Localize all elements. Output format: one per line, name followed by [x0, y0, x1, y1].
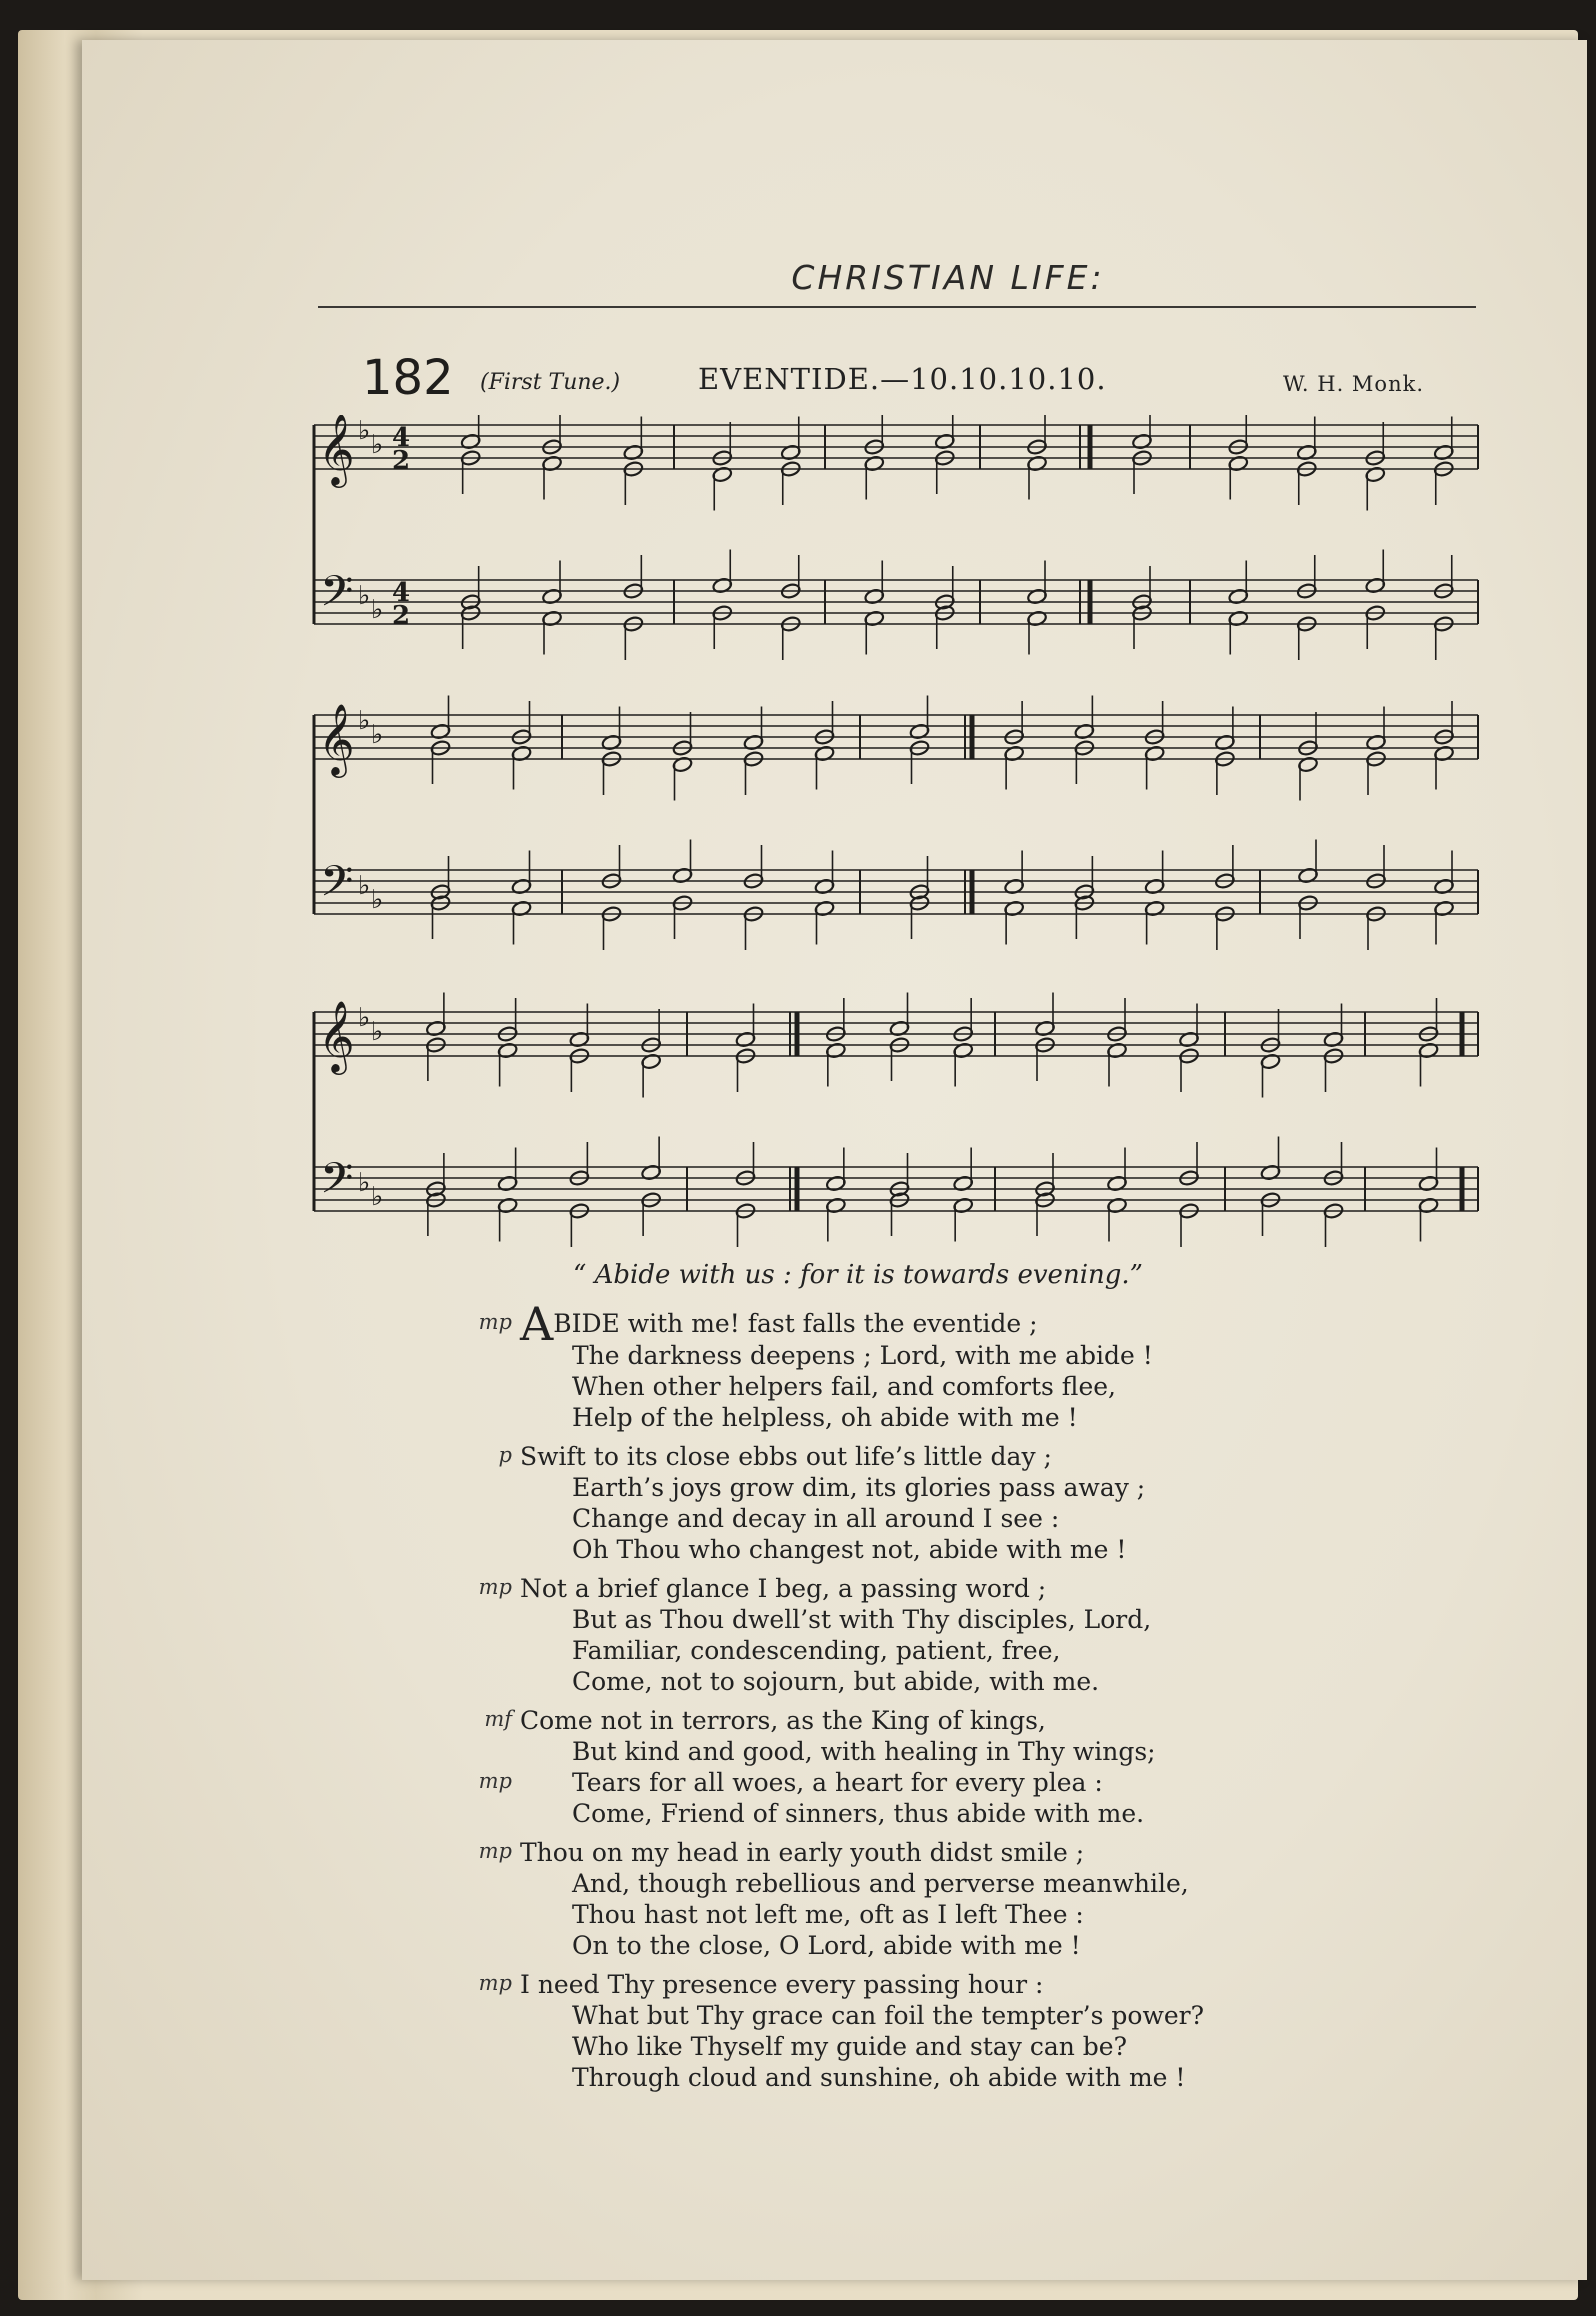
verse-text: Who like Thyself my guide and stay can be? — [572, 2032, 1127, 2061]
verse-line — [520, 1402, 1420, 1433]
verse-text: Not a brief glance I beg, a passing word ; — [520, 1574, 1047, 1603]
flat-sign: ♭ — [358, 871, 371, 901]
verse-text: What but Thy grace can foil the tempter’s power? — [572, 2001, 1204, 2030]
verse-line — [520, 2000, 1420, 2031]
verse-line — [520, 1534, 1420, 1565]
tune-label: (First Tune.) — [480, 370, 621, 395]
verse-line — [520, 1573, 1420, 1604]
dynamic-marking: mf — [484, 1707, 512, 1731]
flat-sign: ♭ — [358, 1003, 371, 1033]
flat-sign: ♭ — [358, 581, 371, 611]
stanza — [478, 1969, 1420, 2093]
verse-line — [520, 1868, 1420, 1899]
verse-line — [520, 1635, 1420, 1666]
verse-text: Familiar, condescending, patient, free, — [572, 1636, 1061, 1665]
dynamic-marking: mp — [478, 1769, 512, 1793]
stanza — [478, 1837, 1420, 1961]
dynamic-marking: mp — [478, 1839, 512, 1863]
verse-line — [520, 1666, 1420, 1697]
verse-line — [520, 1767, 1420, 1798]
epigraph: “ Abide with us : for it is towards evening.” — [573, 1260, 1143, 1290]
verse-text: Through cloud and sunshine, oh abide with me ! — [572, 2063, 1186, 2092]
hymn-verses — [478, 1297, 1420, 2101]
verse-text: Thou hast not left me, oft as I left Thee : — [572, 1900, 1084, 1929]
verse-line — [520, 1503, 1420, 1534]
bass-clef: 𝄢 — [320, 1154, 354, 1214]
flat-sign: ♭ — [371, 1182, 384, 1212]
bass-clef: 𝄢 — [320, 857, 354, 917]
stanza — [478, 1573, 1420, 1697]
stanza — [478, 1297, 1420, 1433]
time-signature: 2 — [392, 446, 411, 476]
verse-line — [520, 1837, 1420, 1868]
verse-text: Oh Thou who changest not, abide with me ! — [572, 1535, 1127, 1564]
verse-line — [520, 1340, 1420, 1371]
flat-sign: ♭ — [371, 885, 384, 915]
flat-sign: ♭ — [371, 720, 384, 750]
flat-sign: ♭ — [371, 1017, 384, 1047]
composer: W. H. Monk. — [1283, 372, 1424, 396]
flat-sign: ♭ — [371, 430, 384, 460]
time-signature: 4 — [392, 578, 411, 608]
verse-line — [520, 1899, 1420, 1930]
tune-name: EVENTIDE.—10.10.10.10. — [698, 362, 1107, 396]
score-notation — [300, 415, 1490, 1275]
verse-text: Earth’s joys grow dim, its glories pass away ; — [572, 1473, 1146, 1502]
verse-line — [520, 1371, 1420, 1402]
drop-cap: A — [520, 1297, 554, 1351]
dynamic-marking: mp — [478, 1971, 512, 1995]
flat-sign: ♭ — [358, 416, 371, 446]
verse-line — [520, 1297, 1420, 1351]
verse-text: Come not in terrors, as the King of kings, — [520, 1706, 1046, 1735]
header-rule — [318, 306, 1476, 308]
verse-text: Come, not to sojourn, but abide, with me. — [572, 1667, 1100, 1696]
dynamic-marking: mp — [478, 1575, 512, 1599]
verse-text: On to the close, O Lord, abide with me ! — [572, 1931, 1081, 1960]
flat-sign: ♭ — [371, 595, 384, 625]
flat-sign: ♭ — [358, 1168, 371, 1198]
treble-clef: 𝄞 — [318, 415, 355, 485]
stanza — [498, 1441, 1420, 1565]
bass-clef: 𝄢 — [320, 567, 354, 627]
treble-clef: 𝄞 — [318, 702, 355, 775]
verse-line — [520, 1705, 1420, 1736]
verse-line — [520, 1798, 1420, 1829]
verse-line — [520, 2031, 1420, 2062]
verse-text: Help of the helpless, oh abide with me ! — [572, 1403, 1078, 1432]
verse-line — [520, 1736, 1420, 1767]
verse-text: Swift to its close ebbs out life’s little day ; — [520, 1442, 1052, 1471]
verse-line — [520, 1604, 1420, 1635]
verse-text: Tears for all woes, a heart for every plea : — [572, 1768, 1103, 1797]
verse-text: Change and decay in all around I see : — [572, 1504, 1060, 1533]
verse-text: Thou on my head in early youth didst smile ; — [520, 1838, 1085, 1867]
hymn-number: 182 — [362, 350, 454, 406]
verse-line — [520, 2062, 1420, 2093]
stanza — [478, 1705, 1420, 1829]
verse-text: BIDE with me! fast falls the eventide ; — [553, 1309, 1038, 1338]
verse-line — [520, 1472, 1420, 1503]
section-title: CHRISTIAN LIFE: — [791, 258, 1105, 297]
time-signature: 2 — [392, 601, 411, 631]
verse-text: The darkness deepens ; Lord, with me abide ! — [572, 1341, 1153, 1370]
verse-text: Come, Friend of sinners, thus abide with me. — [572, 1799, 1145, 1828]
verse-text: I need Thy presence every passing hour : — [520, 1970, 1044, 1999]
dynamic-marking: mp — [478, 1310, 512, 1334]
dynamic-marking: p — [498, 1443, 512, 1467]
verse-text: But kind and good, with healing in Thy wings; — [572, 1737, 1156, 1766]
treble-clef: 𝄞 — [318, 999, 355, 1072]
flat-sign: ♭ — [358, 706, 371, 736]
verse-line — [520, 1441, 1420, 1472]
verse-text: But as Thou dwell’st with Thy disciples, Lord, — [572, 1605, 1152, 1634]
music-score — [300, 415, 1490, 1275]
verse-line — [520, 1930, 1420, 1961]
verse-text: When other helpers fail, and comforts flee, — [572, 1372, 1116, 1401]
verse-line — [520, 1969, 1420, 2000]
verse-text: And, though rebellious and perverse meanwhile, — [572, 1869, 1189, 1898]
time-signature: 4 — [392, 423, 411, 453]
